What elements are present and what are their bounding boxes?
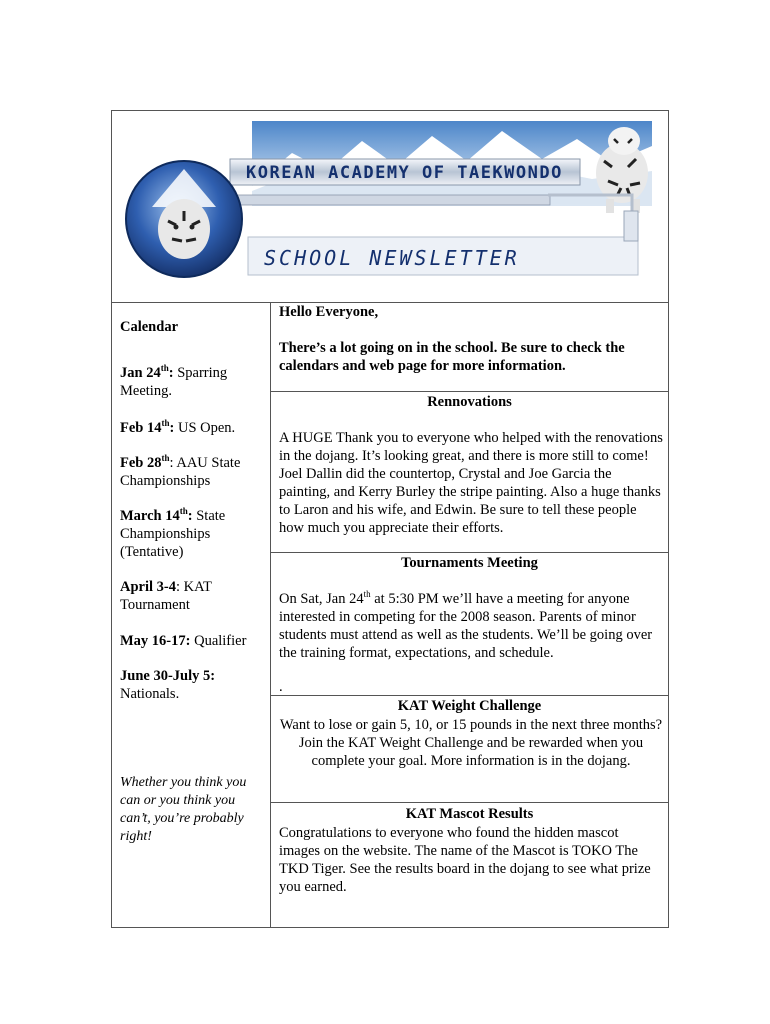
tournaments-section	[271, 553, 668, 696]
weight-challenge-section	[271, 696, 668, 803]
academy-name-text: KOREAN ACADEMY OF TAEKWONDO	[246, 163, 563, 183]
greeting: Hello Everyone,	[279, 304, 379, 320]
intro-message: There’s a lot going on in the school. Be sure to check the calendars and web page for more information.	[279, 340, 625, 374]
calendar-item: Jan 24th: Sparring Meeting.	[120, 363, 228, 399]
mascot-body: Congratulations to everyone who found the hidden mascot images on the website. The name of the Mascot is TOKO The TKD Tiger. See the results board in the dojang to see what prize you earned.	[279, 825, 651, 895]
calendar-item: Feb 28th: AAU State Championships	[120, 453, 241, 489]
mascot-section	[271, 803, 668, 927]
intro-section	[271, 302, 668, 392]
renovations-heading: Rennovations	[427, 394, 512, 410]
calendar-item: June 30-July 5: Nationals.	[120, 668, 216, 702]
calendar-item: May 16-17: Qualifier	[120, 633, 247, 649]
academy-logo	[126, 161, 242, 277]
calendar-item: March 14th: State Championships (Tentative)	[120, 506, 226, 560]
calendar-item: Feb 14th: US Open.	[120, 418, 236, 436]
renovations-body: A HUGE Thank you to everyone who helped with the renovations in the dojang. It’s looking great, and there is more still to come! Joel Dallin did the countertop, Crystal and Joe Garcia the painting, and Kerry Burley the stripe painting. Also a huge thanks to Laron and his wife, and Edwin. Be sure to tell these people how much you appreciate their efforts.	[279, 430, 663, 536]
articles-column	[271, 302, 668, 927]
calendar-title: Calendar	[120, 319, 178, 335]
newsletter-banner	[112, 111, 668, 303]
mascot-heading: KAT Mascot Results	[405, 806, 534, 822]
calendar-item: April 3-4: KAT Tournament	[120, 579, 212, 613]
weight-challenge-heading: KAT Weight Challenge	[397, 698, 542, 714]
newsletter-frame	[111, 110, 669, 928]
motivational-quote: Whether you think you can or you think you can’t, you’re probably right!	[120, 775, 247, 844]
renovations-section	[271, 392, 668, 553]
newsletter-title-text: SCHOOL NEWSLETTER	[264, 246, 520, 270]
weight-challenge-body: Want to lose or gain 5, 10, or 15 pounds in the next three months? Join the KAT Weight Challenge and be rewarded when you complete your goal. More information is in the dojang.	[279, 717, 663, 769]
tournaments-heading: Tournaments Meeting	[401, 555, 538, 571]
tournaments-dot: .	[279, 679, 283, 692]
tournaments-body: On Sat, Jan 24th at 5:30 PM we’ll have a meeting for anyone interested in competing for the 2008 season. Parents of minor students must attend as well as the students. We’ll be going over the training format, expectations, and schedule.	[279, 589, 653, 661]
calendar-column	[112, 302, 271, 927]
